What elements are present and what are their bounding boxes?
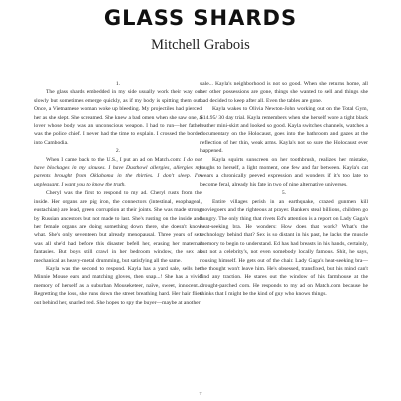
section-number: 5. xyxy=(281,190,287,197)
paragraph: Kayla was the second to respond. Kayla has a yard sale, sells her Minnie Mouse ears and matching gloves, then snap...! She has a vivid memory of herself as a suburban Mouseketeer, naïve, sweet, innocent... Regretting the loss, she runs down the street breathing hard. Her hair flies out behind her, snarled red. She hopes to spy the buyer—maybe at another xyxy=(34,265,202,306)
ad-italic-text: I do not have blockages in my sinuses. I have Dusthowl allergies, allergies my parents brought from Oklahoma in the thirties. I don't sleep. I'm unpleasant. I want you to know the truth. xyxy=(34,156,202,188)
paragraph: The glass shards embedded in my side usually work their way out slowly but sometimes emerge quickly, as if my body is spitting them out. Once, a Vietnamese woman woke up bleeding. My projectiles had pierced her as she slept. She screamed. She knew a bad omen when she saw one, a lover whose body was an unconscious weapon. I had to run—her father was the police chief. I never had the time to explain. I crossed the border into Cambodia. xyxy=(34,89,202,146)
left-column xyxy=(34,80,202,307)
paragraph: Kayla squirts sunscreen on her toothbrush, realizes her mistake, laughs to herself, a light moment, one few and far between. Kayla's cat wears a chronically peeved expression and wonders if it's too late to become feral, already his fate in two of nine alternative universes. xyxy=(200,156,368,188)
paragraph: Cheryl was the first to respond to my ad. Cheryl rusts from the inside. Her organs are pig iron, the connectors (intestinal, esophageal, eustachian) are lead, green corruption at their joints. She was made strong by Russian ancestors but not made to last. She's rusting on the inside and her female organs are doing something down there, she doesn't know what. She's only seventeen but already menopausal. Three years of sex was all she'd had before this disaster befell her, erasing her maternal fantasies. But boys still crawl in her bedroom window, the sex as mechanical as heavy-metal drumming, but satisfying all the same. xyxy=(34,190,202,264)
paragraph-ad xyxy=(34,156,202,190)
paragraph-ad-lead: When I came back to the U.S., I put an ad on Match.com: xyxy=(46,156,182,163)
page-number: 7 xyxy=(199,391,202,396)
section-number: 2. xyxy=(115,148,121,155)
section-number: 1. xyxy=(115,81,121,87)
paragraph: Entire villages perish in an earthquake, crazed gunmen kill moviegoers and the righteous at prayer. Bankers steal billions, children go hungry. The only thing that rivets Ed's attention is a report on Lady Gaga's heat-seeking bra. He wonders: How does that work? What's the technology behind that? Sex is so distant in his past, he lacks the muscle memory to begin to understand. Ed has had breasts in his hands, certainly, but not a celebrity's, not even somebody locally famous. Shit, he says, rousing himself. He gets out of the chair. Lady Gaga's heat-seeking bra—the thought won't leave him. He's obsessed, transfixed, but his mind can't find any traction. He stares out the window of his farmhouse at the drought-parched corn. He responds to my ad on Match.com because he thinks that I might be the kind of guy who knows things. xyxy=(200,198,368,298)
paragraph: Kayla wakes to Olivia Newton-John working out on the Total Gym, $14.95/ 30 day trial. Kayla remembers when she herself wore a tight black leather mini-skirt and looked so good. Kayla switches channels, watches a documentary on the Holocaust, goes into the bathroom and gazes at the reflection of her thin, weak arms. Kayla's not so sure the Holocaust ever happened. xyxy=(200,106,368,155)
right-column xyxy=(200,80,368,299)
paragraph: sale... Kayla's neighborhood is not so good. When she returns home, all her other possessions are gone, things she wanted to sell and things she had decided to keep after all. Even the tables are gone. xyxy=(200,81,368,104)
author-name: Mitchell Grabois xyxy=(151,37,250,53)
story-title: GLASS SHARDS xyxy=(103,6,298,30)
